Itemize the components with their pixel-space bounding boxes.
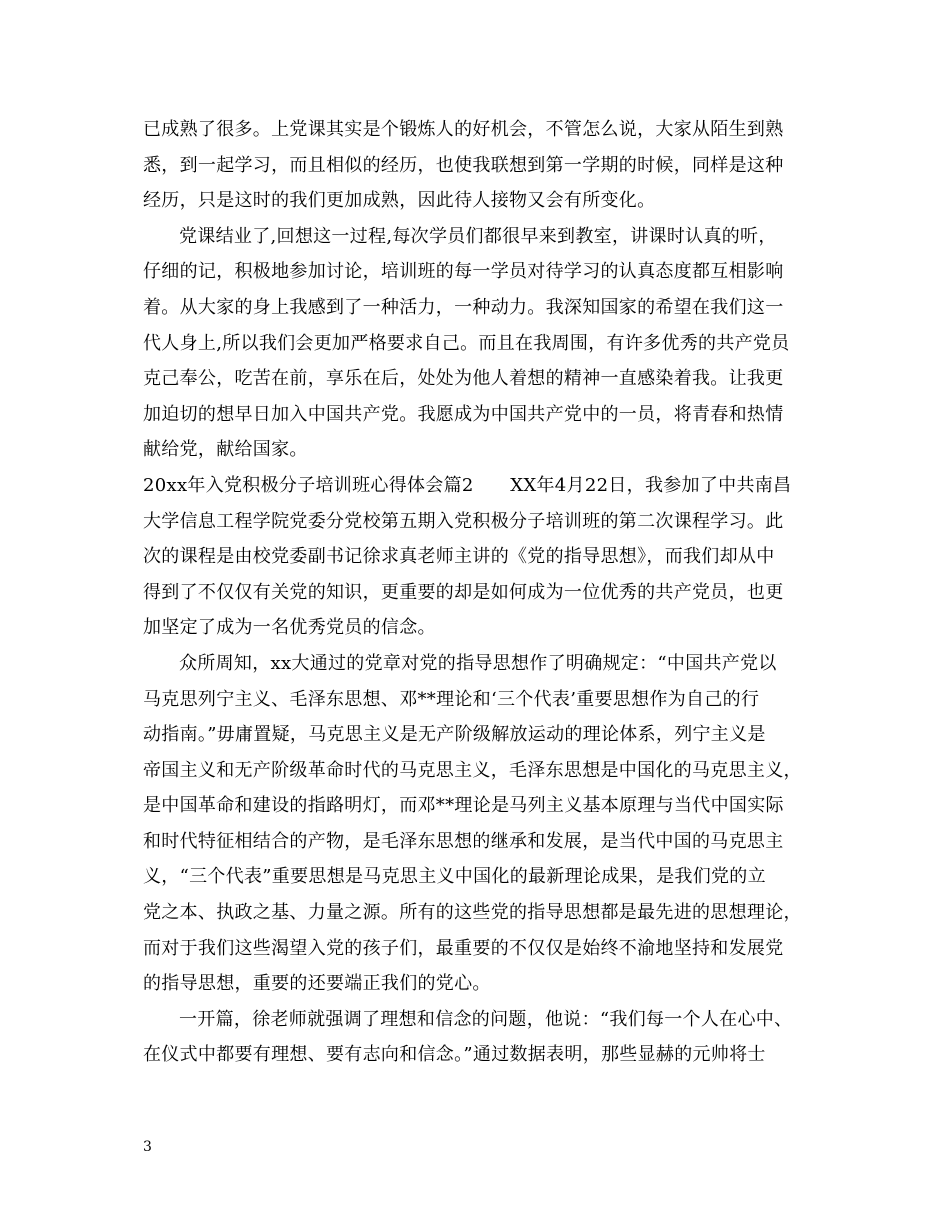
text-line: 加迫切的想早日加入中国共产党。我愿成为中国共产党中的一员，将青春和热情: [143, 403, 784, 425]
text-line: 代人身上,所以我们会更加严格要求自己。而且在我周围，有许多优秀的共产党员: [143, 332, 790, 354]
text-line: 义，“三个代表”重要思想是马克思主义中国化的最新理论成果，是我们党的立: [143, 866, 766, 888]
text-line: 次的课程是由校党委副书记徐求真老师主讲的《党的指导思想》，而我们却从中: [143, 546, 775, 568]
body-text: [143, 112, 813, 1073]
text-line: 大学信息工程学院党委分党校第五期入党积极分子培训班的第二次课程学习。此: [143, 510, 784, 532]
text-line: 一开篇，徐老师就强调了理想和信念的问题，他说：“我们每一个人在心中、: [179, 1008, 793, 1030]
text-line: 党之本、执政之基、力量之源。所有的这些党的指导思想都是最先进的思想理论，: [143, 902, 802, 924]
text-line: 克己奉公，吃苦在前，享乐在后，处处为他人着想的精神一直感染着我。让我更: [143, 368, 784, 390]
page-number: 3: [143, 1139, 152, 1155]
text-line: 20xx年入党积极分子培训班心得体会篇2 XX年4月22日，我参加了中共南昌: [143, 474, 792, 496]
text-line: 众所周知，xx大通过的党章对党的指导思想作了明确规定：“中国共产党以: [179, 652, 777, 674]
text-line: 经历，只是这时的我们更加成熟，因此待人接物又会有所变化。: [143, 190, 656, 212]
text-line: 动指南。”毋庸置疑，马克思主义是无产阶级解放运动的理论体系，列宁主义是: [143, 724, 766, 746]
text-line: 在仪式中都要有理想、要有志向和信念。”通过数据表明，那些显赫的元帅将士: [143, 1044, 766, 1066]
text-line: 马克思列宁主义、毛泽东思想、邓**理论和‘三个代表’重要思想作为自己的行: [143, 688, 760, 710]
text-line: 而对于我们这些渴望入党的孩子们，最重要的不仅仅是始终不渝地坚持和发展党: [143, 937, 784, 959]
text-line: 党课结业了,回想这一过程,每次学员们都很早来到教室，讲课时认真的听，: [179, 225, 777, 247]
text-line: 是中国革命和建设的指路明灯，而邓**理论是马列主义基本原理与当代中国实际: [143, 795, 784, 817]
text-line: 和时代特征相结合的产物，是毛泽东思想的继承和发展，是当代中国的马克思主: [143, 830, 784, 852]
text-line: 着。从大家的身上我感到了一种活力，一种动力。我深知国家的希望在我们这一: [143, 296, 784, 318]
text-line: 仔细的记，积极地参加讨论，培训班的每一学员对待学习的认真态度都互相影响: [143, 261, 784, 283]
text-line: 已成熟了很多。上党课其实是个锻炼人的好机会，不管怎么说，大家从陌生到熟: [143, 119, 784, 140]
text-line: 献给党，献给国家。: [143, 439, 308, 461]
text-line: 的指导思想，重要的还要端正我们的党心。: [143, 973, 491, 995]
text-line: 帝国主义和无产阶级革命时代的马克思主义，毛泽东思想是中国化的马克思主义，: [143, 759, 802, 781]
text-line: 得到了不仅仅有关党的知识，更重要的却是如何成为一位优秀的共产党员，也更: [143, 581, 784, 603]
text-line: 加坚定了成为一名优秀党员的信念。: [143, 617, 436, 639]
text-line: 悉，到一起学习，而且相似的经历，也使我联想到第一学期的时候，同样是这种: [143, 154, 784, 176]
